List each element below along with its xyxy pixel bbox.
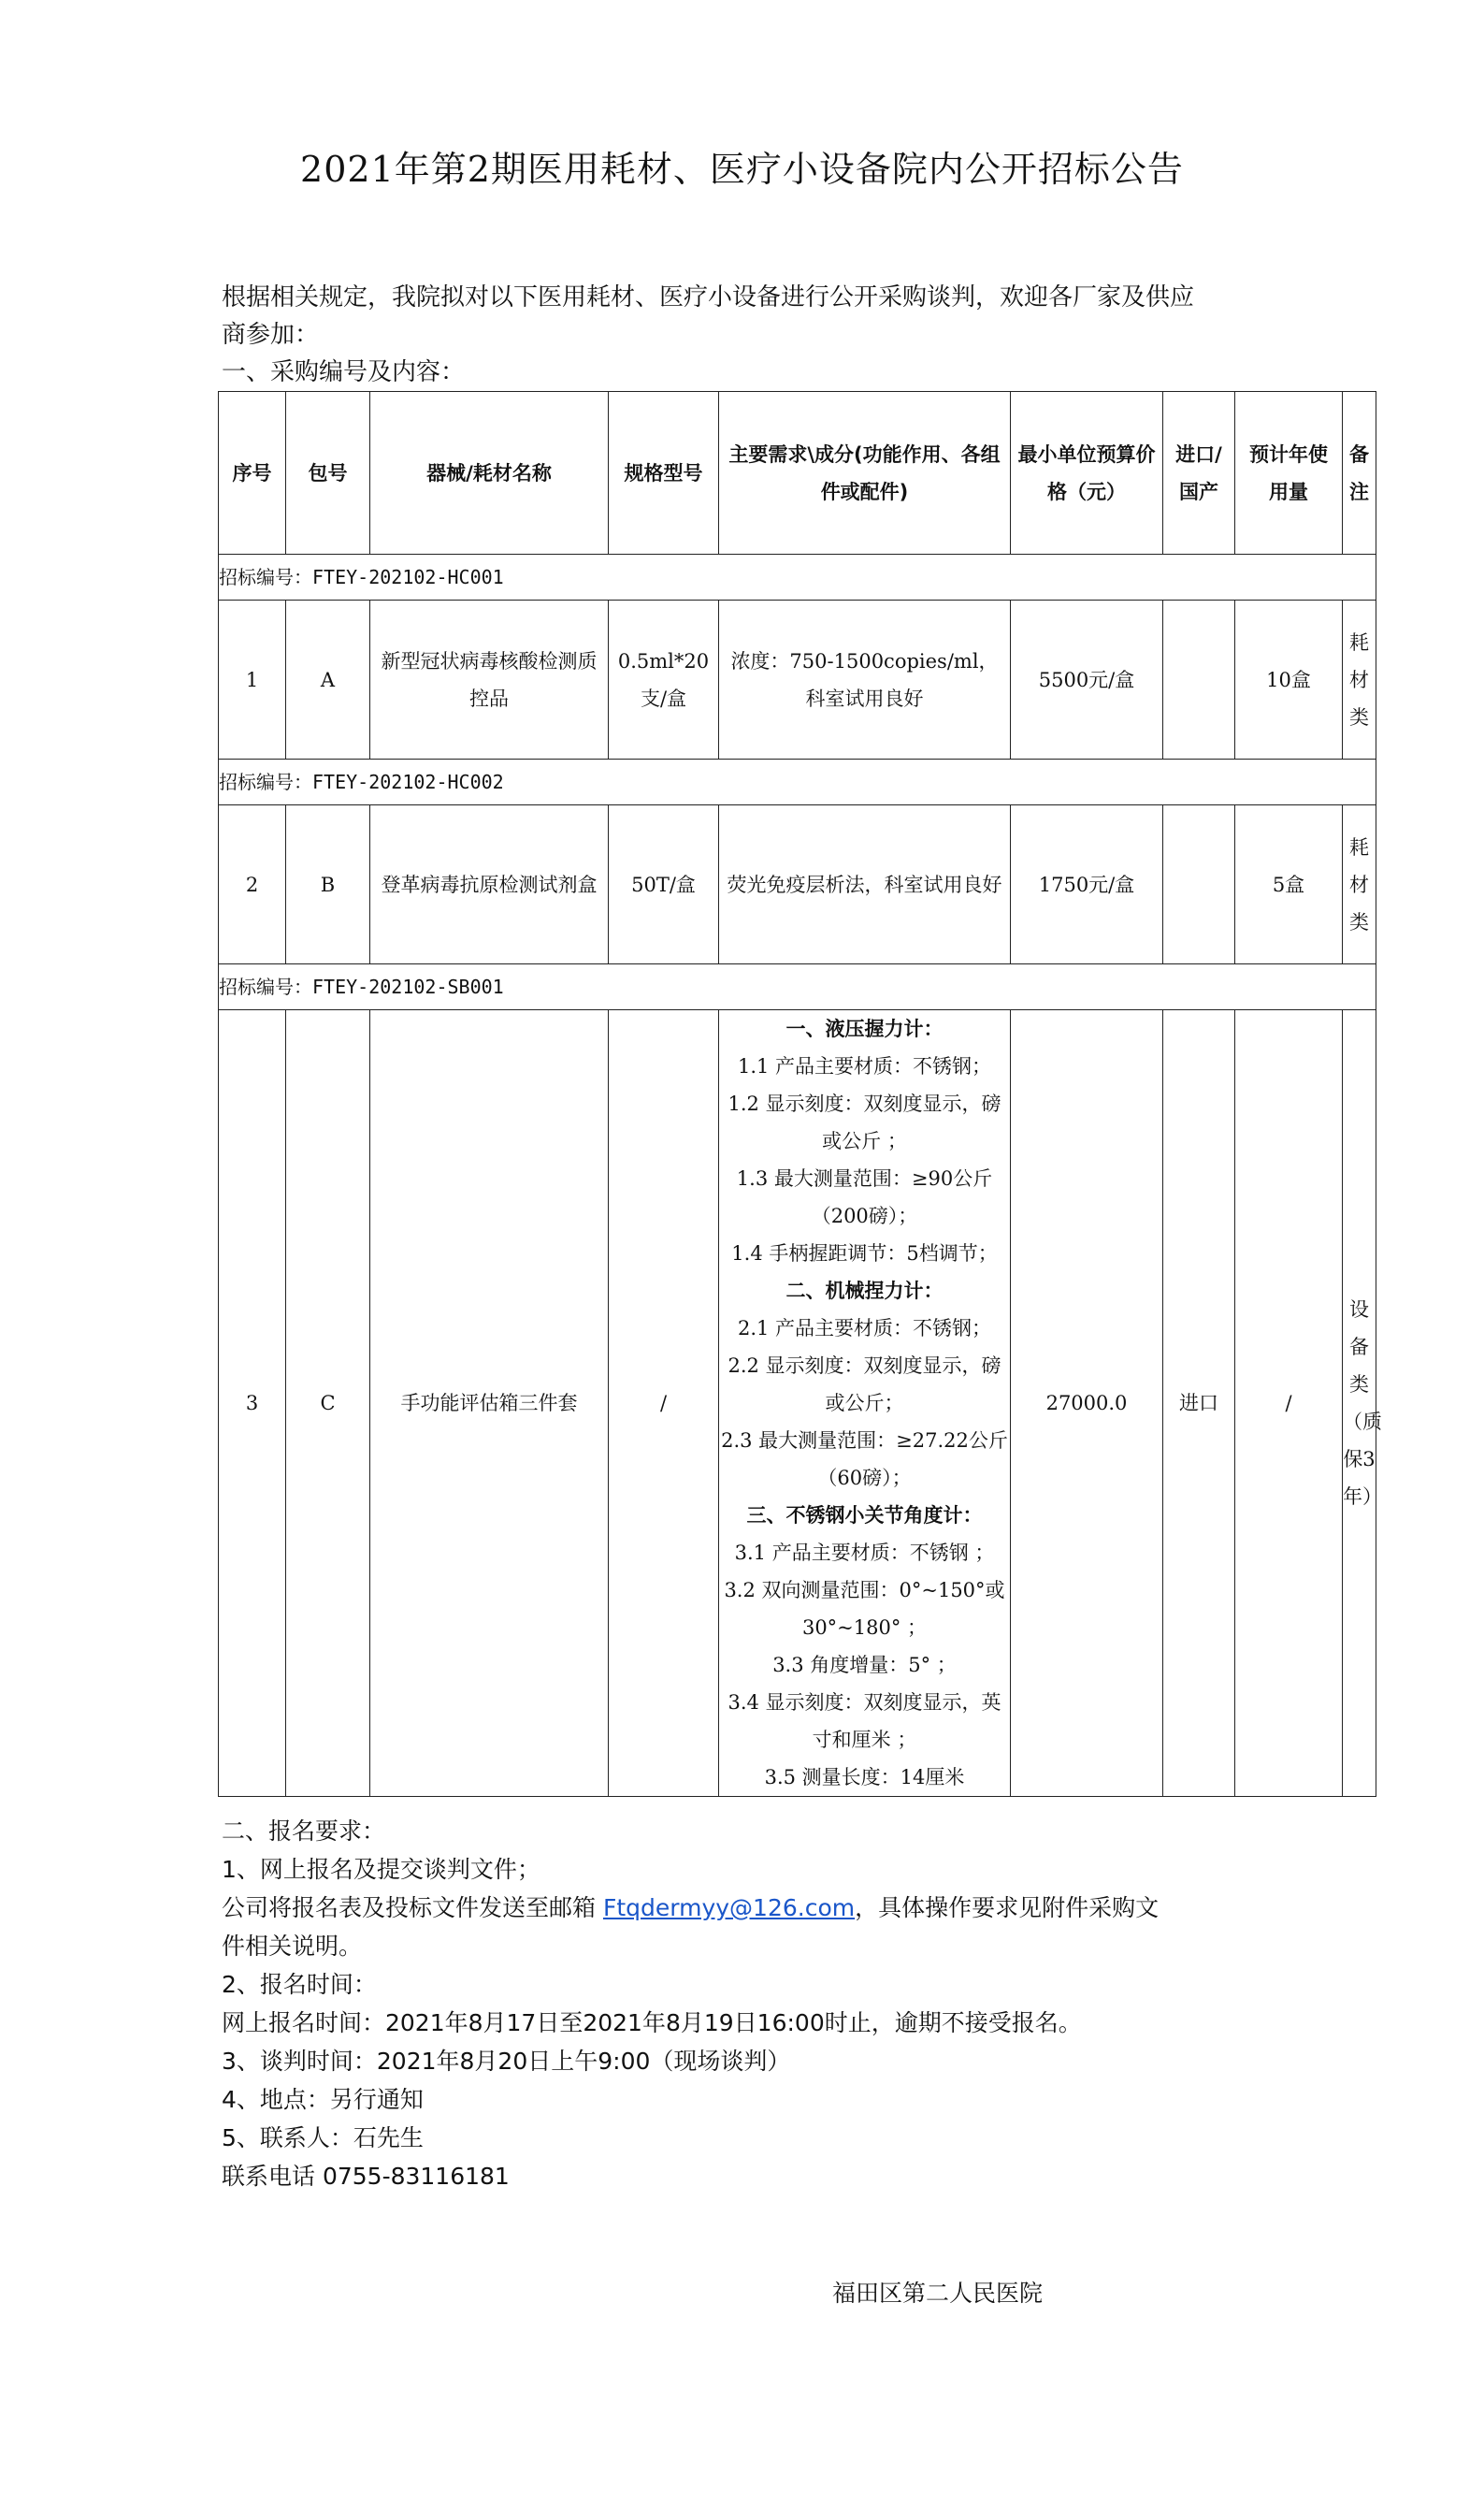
list-item-detail: 网上报名时间：2021年8月17日至2021年8月19日16:00时止，逾期不接受报名。: [222, 2009, 1082, 2036]
requirement-line: 2.2 显示刻度：双刻度显示，磅或公斤；: [728, 1354, 1001, 1414]
requirement-line: 2.3 最大测量范围：≥27.22公斤（60磅）；: [721, 1429, 1008, 1489]
header-package: 包号: [286, 392, 370, 555]
intro-block: [222, 279, 1269, 391]
requirement-line: 1.1 产品主要材质：不锈钢；: [737, 1055, 992, 1078]
cell-package: C: [286, 1010, 370, 1797]
cell-spec: /: [609, 1010, 719, 1797]
document-title: 2021年第2期医用耗材、医疗小设备院内公开招标公告: [300, 149, 1184, 190]
cell-origin: [1163, 805, 1235, 964]
cell-origin: 进口: [1163, 1010, 1235, 1797]
cell-package: B: [286, 805, 370, 964]
cell-requirements: 荧光免疫层析法，科室试用良好: [719, 805, 1011, 964]
header-requirements: 主要需求\成分(功能作用、各组件或配件): [719, 392, 1011, 555]
registration-section: [222, 1812, 1325, 2195]
table-row: [219, 601, 1376, 760]
section-code-row: [219, 964, 1376, 1010]
table-row: [219, 1010, 1376, 1797]
cell-spec: 50T/盒: [609, 805, 719, 964]
header-spec: 规格型号: [609, 392, 719, 555]
signature: 福田区第二人民医院: [832, 2280, 1044, 2307]
section-code-row: [219, 760, 1376, 805]
cell-quantity: 10盒: [1235, 601, 1343, 760]
section-code-row: [219, 555, 1376, 601]
requirement-line: 2.1 产品主要材质：不锈钢；: [737, 1317, 992, 1339]
requirement-line: 3.1 产品主要材质：不锈钢 ；: [734, 1542, 995, 1564]
requirement-heading: 二、机械捏力计：: [785, 1280, 944, 1302]
procurement-table: [218, 391, 1382, 1797]
requirement-line: 1.4 手柄握距调节：5档调节；: [731, 1242, 998, 1265]
header-quantity: 预计年使用量: [1235, 392, 1343, 555]
cell-requirements: 浓度：750-1500copies/ml，科室试用良好: [719, 601, 1011, 760]
requirement-heading: 三、不锈钢小关节角度计：: [746, 1504, 983, 1527]
header-seq: 序号: [219, 392, 286, 555]
intro-line: 商参加：: [222, 321, 320, 349]
section-heading: 一、采购编号及内容：: [222, 358, 466, 386]
list-item: 2、报名时间：: [222, 1971, 377, 1998]
list-item: 5、联系人：石先生: [222, 2124, 424, 2151]
cell-quantity: /: [1235, 1010, 1343, 1797]
cell-requirements: [719, 1010, 1011, 1797]
cell-quantity: 5盒: [1235, 805, 1343, 964]
requirement-line: 1.2 显示刻度：双刻度显示，磅或公斤 ；: [728, 1093, 1001, 1152]
requirement-line: 3.5 测量长度：14厘米: [764, 1766, 965, 1788]
requirement-heading: 一、液压握力计：: [785, 1018, 944, 1040]
cell-name: 新型冠状病毒核酸检测质控品: [370, 601, 609, 760]
requirement-line: 1.3 最大测量范围：≥90公斤（200磅）；: [736, 1167, 993, 1227]
table-row: [219, 805, 1376, 964]
table-header-row: [219, 392, 1376, 555]
cell-remark: 耗材类: [1343, 601, 1376, 760]
header-name: 器械/耗材名称: [370, 392, 609, 555]
cell-remark: 设备类（质保3年）: [1343, 1010, 1376, 1797]
header-price: 最小单位预算价格（元）: [1011, 392, 1163, 555]
cell-price: 5500元/盒: [1011, 601, 1163, 760]
email-link[interactable]: Ftqdermyy@126.com: [602, 1894, 856, 1921]
detail-text: 公司将报名表及投标文件发送至邮箱: [222, 1894, 603, 1921]
cell-origin: [1163, 601, 1235, 760]
header-origin: 进口/国产: [1163, 392, 1235, 555]
cell-remark: 耗材类: [1343, 805, 1376, 964]
tender-code: 招标编号：FTEY-202102-SB001: [219, 964, 1376, 1010]
requirement-line: 3.2 双向测量范围：0°~150°或30°~180° ；: [724, 1579, 1005, 1639]
requirement-line: 3.3 角度增量：5° ；: [772, 1654, 957, 1676]
detail-text: ，具体操作要求见附件采购文: [855, 1894, 1160, 1921]
contact-phone: 联系电话 0755-83116181: [222, 2163, 510, 2190]
requirement-line: 3.4 显示刻度：双刻度显示，英寸和厘米 ；: [728, 1691, 1001, 1751]
tender-code: 招标编号：FTEY-202102-HC001: [219, 555, 1376, 601]
section-heading: 二、报名要求：: [222, 1817, 386, 1845]
list-item: 3、谈判时间：2021年8月20日上午9:00（现场谈判）: [222, 2048, 791, 2075]
intro-line: 根据相关规定，我院拟对以下医用耗材、医疗小设备进行公开采购谈判，欢迎各厂家及供应: [222, 283, 1195, 311]
cell-name: 手功能评估箱三件套: [370, 1010, 609, 1797]
cell-package: A: [286, 601, 370, 760]
cell-spec: 0.5ml*20支/盒: [609, 601, 719, 760]
cell-name: 登革病毒抗原检测试剂盒: [370, 805, 609, 964]
cell-price: 27000.0: [1011, 1010, 1163, 1797]
list-item-detail: 件相关说明。: [222, 1933, 363, 1960]
list-item: 4、地点：另行通知: [222, 2086, 424, 2113]
list-item: 1、网上报名及提交谈判文件；: [222, 1856, 540, 1883]
cell-seq: 1: [219, 601, 286, 760]
cell-seq: 3: [219, 1010, 286, 1797]
list-item-detail: [222, 1889, 1325, 1927]
cell-price: 1750元/盒: [1011, 805, 1163, 964]
tender-code: 招标编号：FTEY-202102-HC002: [219, 760, 1376, 805]
header-remark: 备注: [1343, 392, 1376, 555]
cell-seq: 2: [219, 805, 286, 964]
